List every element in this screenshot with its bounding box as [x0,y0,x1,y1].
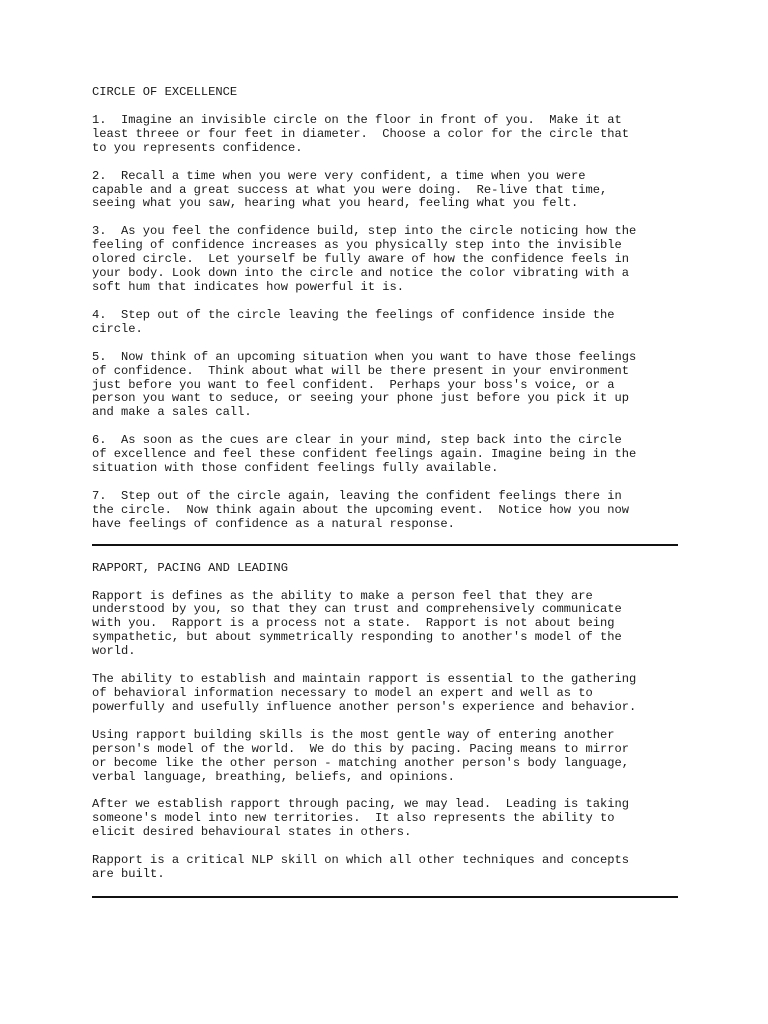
section-circle-of-excellence [92,86,678,532]
paragraph: Rapport is a critical NLP skill on which all other techniques and concepts are built. [92,853,630,882]
paragraph: Using rapport building skills is the most gentle way of entering another person's model of the world. We do this by pacing. Pacing means to mirror or become like the other person - matching another person's body language, verbal language, breathing, beliefs, and opinions. [92,727,630,784]
paragraph: The ability to establish and maintain rapport is essential to the gathering of behavioral information necessary to model an expert and well as to powerfully and usefully influence another person's experience and behavior. [92,672,637,714]
document-page [92,86,678,898]
paragraph: 1. Imagine an invisible circle on the floor in front of you. Make it at least threee or four feet in diameter. Choose a color for the circle that to you represents confidence. [92,112,630,155]
section-divider [92,544,678,546]
paragraph: Rapport is defines as the ability to make a person feel that they are understood by you, so that they can trust and comprehensively communicate with you. Rapport is a process not a state. Rapport is not about being sympathetic, but about symmetrically responding to another's model of the world. [92,588,622,659]
section-heading: RAPPORT, PACING AND LEADING [92,560,288,575]
paragraph: 4. Step out of the circle leaving the feelings of confidence inside the circle. [92,307,615,336]
paragraph: 3. As you feel the confidence build, step into the circle noticing how the feeling of confidence increases as you physically step into the invisible olored circle. Let yourself be fully aware of how the confidence feels in your body. Look down into the circle and notice the color vibrating with a soft hum that indicates how powerful it is. [92,224,637,294]
paragraph: 5. Now think of an upcoming situation when you want to have those feelings of confidence. Think about what will be there present in your environment just before you want to feel confident. Perhaps your boss's voice, or a person you want to seduce, or seeing your phone just before you pick it up and make a sales call. [92,349,637,420]
section-heading: CIRCLE OF EXCELLENCE [92,85,238,99]
section-rapport-pacing-leading [92,562,678,882]
paragraph: 7. Step out of the circle again, leaving the confident feelings there in the circle. Now think again about the upcoming event. Notice how you now have feelings of confidence as a natural response. [92,488,630,531]
paragraph: 6. As soon as the cues are clear in your mind, step back into the circle of excellence and feel these confident feelings again. Imagine being in the situation with those confident feelings fully available. [92,433,637,476]
paragraph: 2. Recall a time when you were very confident, a time when you were capable and a great success at what you were doing. Re-live that time, seeing what you saw, hearing what you heard, feeling what you felt. [92,168,608,211]
section-divider [92,896,678,898]
paragraph: After we establish rapport through pacing, we may lead. Leading is taking someone's model into new territories. It also represents the ability to elicit desired behavioural states in others. [92,797,630,840]
